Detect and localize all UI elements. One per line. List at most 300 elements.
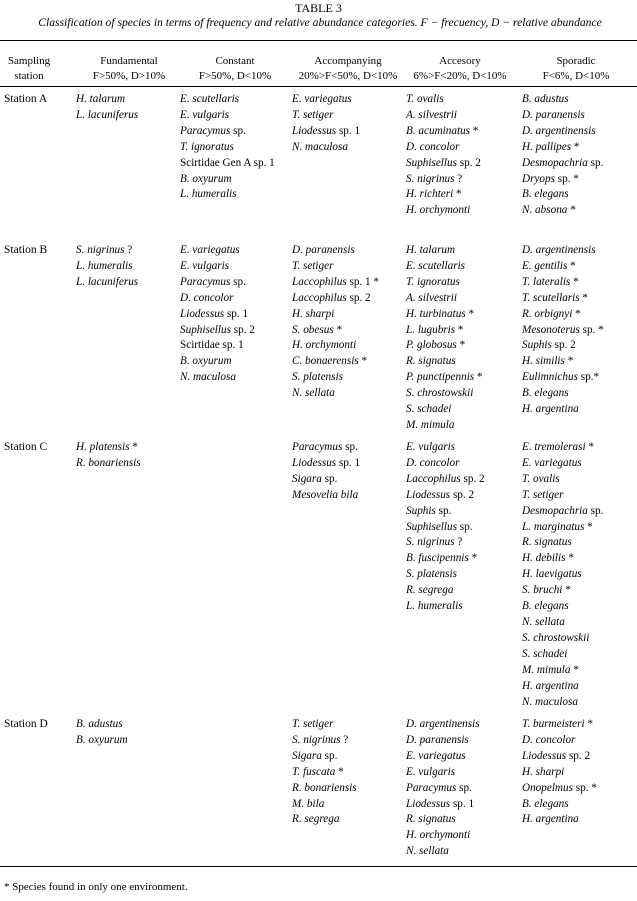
species-name: E. vulgaris [406, 441, 456, 453]
species-entry [76, 733, 128, 749]
header-sampling-station: Sampling station [7, 55, 51, 82]
cell-fundamental [76, 717, 128, 749]
species-entry [180, 259, 255, 275]
species-entry [406, 338, 483, 354]
species-entry [522, 456, 603, 472]
species-entry [76, 108, 138, 124]
species-entry [180, 156, 275, 172]
species-entry [180, 172, 275, 188]
species-name: C. bonaerensis [292, 355, 359, 368]
species-entry [522, 488, 603, 504]
species-name: S. nigrinus [406, 172, 455, 185]
species-name: Dryops [522, 172, 555, 185]
species-entry [522, 92, 603, 108]
cell-fundamental [76, 440, 141, 472]
species-entry [522, 370, 604, 386]
species-entry [406, 551, 485, 567]
species-name: B. adustus [76, 718, 123, 730]
species-name: R. orbignyi [522, 307, 573, 320]
species-entry [406, 440, 485, 456]
species-name: H. argentina [522, 403, 579, 416]
species-entry [406, 203, 481, 219]
header-accompanying: Accompanying 20%>F<50%, D<10% [298, 55, 398, 82]
species-name: T. setiger [522, 488, 564, 501]
species-entry [406, 599, 485, 615]
species-entry [522, 679, 603, 695]
species-name: T. ignoratus [180, 140, 234, 153]
station-label: Station B [4, 244, 48, 256]
species-name: T. ignoratus [406, 275, 460, 288]
species-name: T. setiger [292, 108, 334, 121]
species-name: S. chrostowskii [522, 631, 590, 644]
cell-accesory [406, 717, 480, 860]
species-suffix: sp. [230, 124, 246, 137]
species-suffix: * [468, 552, 478, 565]
species-suffix: * [564, 355, 574, 368]
species-entry [292, 108, 360, 124]
species-entry [76, 456, 141, 472]
species-entry [522, 259, 604, 275]
species-entry [292, 291, 379, 307]
species-suffix: Scirtidae Gen A sp. 1 [180, 156, 275, 169]
species-suffix: sp. 2 [230, 323, 255, 336]
species-suffix: * [333, 323, 343, 336]
species-entry [292, 488, 360, 504]
species-name: Paracymus [292, 441, 343, 453]
species-name: L. lugubris [406, 323, 456, 336]
species-suffix: * [565, 552, 574, 565]
species-entry [522, 156, 603, 172]
cell-accesory [406, 440, 485, 615]
species-name: B. oxyurum [180, 172, 232, 185]
species-name: R. bonariensis [76, 456, 141, 469]
species-name: N. sellata [406, 845, 449, 858]
species-entry [406, 307, 483, 323]
species-name: S. nigrinus [292, 733, 341, 746]
species-entry [522, 567, 603, 583]
species-name: Onopelmus [522, 781, 573, 794]
species-entry [406, 717, 480, 733]
species-suffix: * [129, 441, 138, 453]
species-suffix: * [571, 140, 580, 153]
species-entry [406, 567, 485, 583]
top-rule [0, 40, 637, 41]
species-entry [292, 124, 360, 140]
species-entry [292, 765, 357, 781]
species-name: E. tremolerasi [522, 441, 586, 453]
species-entry [292, 92, 360, 108]
species-entry [522, 733, 597, 749]
species-name: H. orchymonti [406, 204, 471, 217]
species-name: N. maculosa [522, 695, 578, 708]
species-name: N. sellata [292, 387, 335, 400]
species-entry [292, 472, 360, 488]
species-entry [180, 108, 275, 124]
species-name: D. paranensis [522, 108, 585, 121]
species-entry [292, 797, 357, 813]
species-suffix: sp. 1 [450, 797, 475, 810]
species-suffix: sp. 2 [460, 472, 485, 485]
bottom-rule [0, 866, 637, 867]
species-entry [180, 275, 255, 291]
species-entry [522, 583, 603, 599]
species-name: P. globosus [406, 339, 457, 352]
species-name: E. variegatus [180, 244, 240, 256]
species-suffix: sp. 1 [336, 124, 361, 137]
species-entry [406, 535, 485, 551]
species-suffix: sp. [230, 275, 246, 288]
species-suffix: ? [124, 244, 133, 256]
species-suffix: ? [340, 733, 349, 746]
species-name: M. bila [292, 797, 325, 810]
cell-sporadic [522, 243, 604, 418]
species-name: D. argentinensis [522, 124, 596, 137]
species-entry [522, 275, 604, 291]
species-entry [522, 717, 597, 733]
species-name: Mesonoterus [522, 323, 580, 336]
species-entry [76, 259, 138, 275]
species-suffix: sp. * [572, 781, 597, 794]
species-entry [180, 92, 275, 108]
species-name: N. absona [522, 204, 568, 217]
species-entry [180, 307, 255, 323]
species-name: D. concolor [406, 456, 460, 469]
species-entry [406, 172, 481, 188]
species-entry [292, 386, 379, 402]
header-constant: Constant F>50%, D<10% [198, 55, 272, 82]
species-entry [406, 187, 481, 203]
species-entry [522, 338, 604, 354]
species-suffix: sp. 2 [551, 339, 576, 352]
species-entry [406, 765, 480, 781]
species-entry [522, 354, 604, 370]
cell-accesory [406, 243, 483, 434]
cell-sporadic [522, 92, 603, 219]
species-name: B. elegans [522, 387, 569, 400]
species-name: H. debilis [522, 552, 566, 565]
species-name: H. laevigatus [522, 568, 582, 581]
species-entry [522, 599, 603, 615]
species-name: L. humeralis [406, 600, 463, 613]
species-name: D. argentinensis [522, 244, 596, 256]
species-name: R. segrega [406, 584, 454, 597]
species-entry [292, 370, 379, 386]
species-entry [406, 828, 480, 844]
species-name: Laccophilus [292, 291, 347, 304]
species-name: Sigara [292, 749, 322, 762]
species-name: N. sellata [522, 615, 565, 628]
species-name: R. signatus [406, 813, 456, 826]
cell-constant [180, 92, 275, 203]
cell-fundamental [76, 243, 138, 291]
species-suffix: * [453, 188, 462, 201]
species-suffix: * [567, 204, 576, 217]
species-suffix: sp. [587, 156, 604, 169]
species-entry [292, 307, 379, 323]
header-sporadic: Sporadic F<6%, D<10% [542, 55, 610, 82]
species-name: S. schadei [522, 647, 568, 660]
species-name: M. mimula [406, 418, 455, 431]
species-name: T. ovalis [406, 93, 444, 105]
species-entry [406, 504, 485, 520]
species-name: B. oxyurum [180, 355, 232, 368]
station-label: Station C [4, 441, 48, 453]
species-name: H. sharpi [522, 765, 565, 778]
species-entry [76, 243, 138, 259]
cell-sporadic [522, 440, 603, 710]
species-entry [522, 440, 603, 456]
species-name: H. talarum [406, 244, 456, 256]
species-entry [522, 108, 603, 124]
species-name: R. segrega [292, 813, 340, 826]
species-name: T. fuscata [292, 765, 336, 778]
species-entry [522, 695, 603, 711]
species-entry [406, 354, 483, 370]
species-name: E. gentilis [522, 259, 568, 272]
species-entry [180, 187, 275, 203]
species-entry [180, 354, 255, 370]
species-name: E. variegatus [522, 456, 582, 469]
species-suffix: ? [454, 172, 463, 185]
species-suffix: * [456, 339, 466, 352]
species-entry [522, 781, 597, 797]
cell-accompanying [292, 440, 360, 504]
species-suffix: sp.* [577, 371, 600, 384]
species-name: D. concolor [406, 140, 460, 153]
species-entry [292, 140, 360, 156]
species-entry [292, 275, 379, 291]
species-name: Eulimnichus [522, 371, 578, 384]
species-name: Desmopachria [522, 156, 588, 169]
species-entry [292, 338, 379, 354]
species-entry [292, 259, 379, 275]
species-name: A. silvestrii [406, 108, 457, 121]
species-entry [406, 275, 483, 291]
species-entry [522, 615, 603, 631]
species-entry [76, 92, 138, 108]
species-name: R. signatus [522, 536, 572, 549]
species-entry [180, 323, 255, 339]
species-entry [406, 456, 485, 472]
species-entry [406, 418, 483, 434]
species-name: S. nigrinus [406, 536, 455, 549]
species-entry [292, 323, 379, 339]
species-suffix: sp. [435, 504, 452, 517]
species-entry [522, 124, 603, 140]
species-entry [522, 172, 603, 188]
species-name: H. sharpi [292, 307, 335, 320]
species-entry [180, 338, 255, 354]
species-name: Laccophilus [406, 472, 461, 485]
species-suffix: sp. [321, 472, 338, 485]
species-entry [180, 243, 255, 259]
species-entry [406, 844, 480, 860]
species-name: L. lacuniferus [76, 108, 139, 121]
cell-fundamental [76, 92, 138, 124]
species-entry [292, 243, 379, 259]
species-entry [76, 275, 138, 291]
species-entry [406, 520, 485, 536]
species-entry [522, 187, 603, 203]
species-entry [292, 354, 379, 370]
species-name: Suphis [522, 339, 552, 352]
species-entry [406, 812, 480, 828]
species-entry [522, 749, 597, 765]
species-suffix: sp. 1 [336, 456, 361, 469]
species-name: L. humeralis [180, 188, 237, 201]
species-entry [522, 140, 603, 156]
species-name: D. concolor [522, 733, 576, 746]
cell-accompanying [292, 243, 379, 402]
species-entry [522, 386, 604, 402]
species-name: H. orchymonti [406, 829, 471, 842]
species-suffix: * [570, 275, 579, 288]
species-name: R. signatus [406, 355, 456, 368]
species-name: E. scutellaris [406, 259, 466, 272]
species-name: L. lacuniferus [76, 275, 139, 288]
species-name: S. chrostowskii [406, 387, 474, 400]
species-name: Paracymus [180, 275, 231, 288]
species-entry [180, 291, 255, 307]
species-name: E. vulgaris [180, 259, 230, 272]
species-entry [292, 781, 357, 797]
species-entry [292, 812, 357, 828]
cell-accompanying [292, 92, 360, 156]
species-entry [522, 631, 603, 647]
species-entry [522, 535, 603, 551]
species-name: N. maculosa [180, 371, 236, 384]
species-name: T. ovalis [522, 472, 560, 485]
species-name: B. elegans [522, 600, 569, 613]
species-entry [406, 370, 483, 386]
species-name: Mesovelia bila [292, 488, 359, 501]
species-name: Laccophilus [292, 275, 347, 288]
species-entry [522, 797, 597, 813]
species-suffix: * [358, 355, 368, 368]
species-name: B. acuminatus [406, 124, 471, 137]
species-suffix: ? [454, 536, 463, 549]
species-suffix: sp. * [579, 323, 604, 336]
species-suffix: sp. [321, 749, 338, 762]
species-entry [406, 291, 483, 307]
table-title: TABLE 3 [295, 1, 342, 15]
species-name: H. orchymonti [292, 339, 357, 352]
species-suffix: sp. 1 [224, 307, 249, 320]
species-name: H. richteri [406, 188, 454, 201]
species-entry [406, 259, 483, 275]
species-name: H. talarum [76, 93, 126, 105]
species-name: B. adustus [522, 93, 569, 105]
species-name: S. bruchi [522, 584, 563, 597]
species-name: R. bonariensis [292, 781, 357, 794]
species-name: H. turbinatus [406, 307, 466, 320]
species-name: B. fuscipennis [406, 552, 469, 565]
cell-accesory [406, 92, 481, 219]
species-entry [406, 733, 480, 749]
cell-accompanying [292, 717, 357, 828]
species-name: E. vulgaris [406, 765, 456, 778]
species-entry [522, 307, 604, 323]
species-entry [292, 456, 360, 472]
species-entry [406, 323, 483, 339]
station-label: Station A [4, 93, 48, 105]
species-name: Sigara [292, 472, 322, 485]
species-suffix: * [572, 307, 581, 320]
species-entry [406, 156, 481, 172]
species-entry [76, 717, 128, 733]
species-suffix: sp. [456, 781, 472, 794]
species-suffix: sp. [456, 520, 473, 533]
species-name: D. paranensis [406, 733, 469, 746]
species-name: E. variegatus [406, 749, 466, 762]
species-name: S. platensis [292, 371, 343, 384]
species-name: T. burmeisteri [522, 718, 585, 730]
species-entry [180, 140, 275, 156]
species-name: Desmopachria [522, 504, 588, 517]
species-entry [406, 797, 480, 813]
species-entry [406, 243, 483, 259]
species-name: H. pallipes [522, 140, 572, 153]
species-suffix: sp. [342, 441, 358, 453]
species-suffix: Scirtidae sp. 1 [180, 339, 244, 352]
species-name: A. silvestrii [406, 291, 457, 304]
species-entry [406, 108, 481, 124]
species-name: B. elegans [522, 797, 569, 810]
species-entry [292, 733, 357, 749]
cell-constant [180, 243, 255, 386]
species-name: Liodessus [522, 749, 567, 762]
species-suffix: sp. * [554, 172, 579, 185]
species-suffix: * [567, 259, 576, 272]
species-entry [522, 765, 597, 781]
species-suffix: * [562, 584, 571, 597]
species-entry [522, 551, 603, 567]
species-entry [180, 124, 275, 140]
species-entry [522, 663, 603, 679]
species-entry [522, 504, 603, 520]
header-rule [0, 86, 637, 87]
species-entry [522, 812, 597, 828]
species-name: T. setiger [292, 718, 334, 730]
cell-sporadic [522, 717, 597, 828]
species-suffix: sp. 2 [456, 156, 481, 169]
species-name: H. similis [522, 355, 565, 368]
species-name: D. argentinensis [406, 718, 480, 730]
species-suffix: * [584, 520, 593, 533]
species-entry [406, 92, 481, 108]
species-suffix: * [335, 765, 344, 778]
species-entry [180, 370, 255, 386]
header-fundamental: Fundamental F>50%, D>10% [92, 55, 166, 82]
species-name: B. oxyurum [76, 733, 128, 746]
station-label: Station D [4, 718, 48, 730]
species-name: S. platensis [406, 568, 457, 581]
species-suffix: sp. 2 [346, 291, 371, 304]
species-entry [406, 472, 485, 488]
species-entry [522, 647, 603, 663]
species-name: D. concolor [180, 291, 234, 304]
species-name: N. maculosa [292, 140, 348, 153]
species-name: Liodessus [406, 797, 451, 810]
species-name: H. argentina [522, 679, 579, 692]
species-name: Suphisellus [406, 520, 457, 533]
species-suffix: sp. 2 [566, 749, 591, 762]
species-suffix: * [579, 291, 588, 304]
species-suffix: * [474, 371, 483, 384]
species-entry [522, 402, 604, 418]
species-name: P. punctipennis [406, 371, 475, 384]
species-name: Suphis [406, 504, 436, 517]
